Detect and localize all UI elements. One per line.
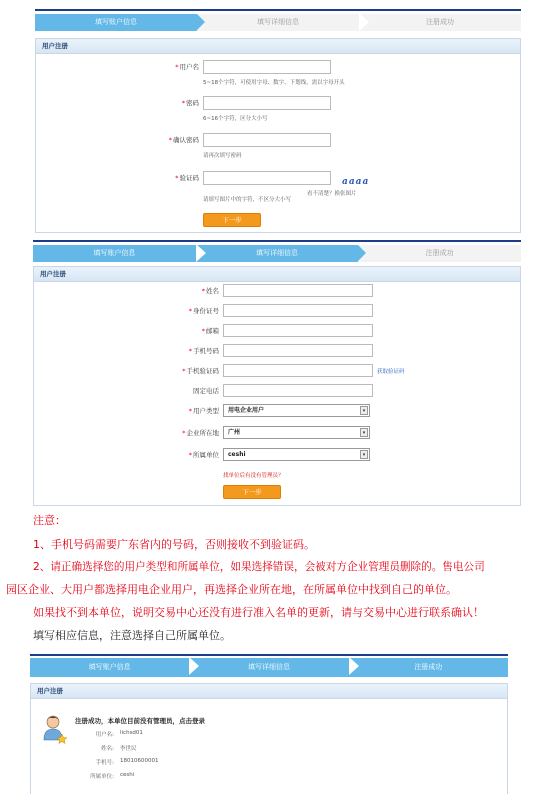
next-button[interactable]: 下一步 xyxy=(223,485,281,499)
phone-value: 18010600001 xyxy=(120,758,159,764)
form-header: 用户注册 xyxy=(34,267,520,282)
form-header: 用户注册 xyxy=(36,39,520,54)
unit-value: ceshi xyxy=(120,772,135,778)
captcha-image[interactable]: aaaa xyxy=(342,177,370,187)
username-hint: 5~18个字符，可使用字母、数字、下划线，需以字母开头 xyxy=(203,80,345,86)
landline-input[interactable] xyxy=(223,384,373,397)
notes-title: 注意： xyxy=(33,514,66,527)
id-number-input[interactable] xyxy=(223,304,373,317)
name-label: *姓名 xyxy=(201,287,219,295)
user-type-label: *用户类型 xyxy=(188,407,219,415)
step-bar xyxy=(33,245,521,262)
step-success: 注册成功 xyxy=(358,245,521,262)
top-rule xyxy=(35,9,521,11)
note-line-2a: 2、请正确选择您的用户类型和所属单位，如果选择错误，会被对方企业管理员删除的。售电公司 xyxy=(33,561,485,573)
step-bar xyxy=(30,658,508,677)
confirm-password-label: *确认密码 xyxy=(168,136,199,144)
user-type-select[interactable]: 用电企业用户 ▾ xyxy=(223,404,370,417)
name-key: 姓名: xyxy=(101,746,114,752)
registration-step2-panel xyxy=(33,240,521,506)
success-message: 注册成功，本单位目前没有管理员，点击登录 xyxy=(75,717,205,725)
name-value: 李世民 xyxy=(120,746,137,752)
form-header: 用户注册 xyxy=(31,684,507,699)
unit-key: 所属单位: xyxy=(90,774,114,780)
confirm-password-hint: 请再次填写密码 xyxy=(203,153,242,159)
chevron-down-icon: ▾ xyxy=(360,450,368,459)
username-label: *用户名 xyxy=(175,63,199,71)
username-value: lichsd01 xyxy=(120,730,143,736)
captcha-hint: 请填写图片中的字符，不区分大小写 xyxy=(203,197,292,203)
registration-success-panel xyxy=(30,654,508,794)
captcha-input[interactable] xyxy=(203,171,331,185)
step-success: 注册成功 xyxy=(349,658,508,677)
user-avatar-icon xyxy=(42,714,68,744)
next-button[interactable]: 下一步 xyxy=(203,213,261,227)
landline-label: 固定电话 xyxy=(193,387,219,395)
top-rule xyxy=(30,654,508,656)
step-detail-info: 填写详细信息 xyxy=(197,14,359,31)
step-account-info: 填写账户信息 xyxy=(30,658,189,677)
step-detail-info: 填写详细信息 xyxy=(189,658,348,677)
get-code-link[interactable]: 获取验证码 xyxy=(377,369,405,375)
registration-step1-panel xyxy=(35,9,521,233)
unit-select[interactable]: ceshi ▾ xyxy=(223,448,370,461)
region-select[interactable]: 广州 ▾ xyxy=(223,426,370,439)
password-input[interactable] xyxy=(203,96,331,110)
name-input[interactable] xyxy=(223,284,373,297)
confirm-password-input[interactable] xyxy=(203,133,331,147)
step-account-info: 填写账户信息 xyxy=(33,245,196,262)
email-input[interactable] xyxy=(223,324,373,337)
phone-input[interactable] xyxy=(223,344,373,357)
id-number-label: *身份证号 xyxy=(188,307,219,315)
chevron-down-icon: ▾ xyxy=(360,428,368,437)
phone-key: 手机号: xyxy=(95,760,114,766)
region-label: *企业所在地 xyxy=(182,429,219,437)
step-success: 注册成功 xyxy=(359,14,521,31)
note-line-2b: 园区企业、大用户都选择用电企业用户，再选择企业所在地，在所属单位中找到自己的单位。 xyxy=(6,583,457,596)
no-unit-admin-link[interactable]: 找单位后有没有管理员？ xyxy=(223,473,284,479)
phone-label: *手机号码 xyxy=(188,347,219,355)
password-label: *密码 xyxy=(181,99,199,107)
username-input[interactable] xyxy=(203,60,331,74)
note-line-4: 填写相应信息，注意选择自己所属单位。 xyxy=(33,629,231,642)
note-line-3: 如果找不到本单位，说明交易中心还没有进行准入名单的更新，请与交易中心进行联系确认！ xyxy=(33,606,484,619)
password-hint: 6~16个字符，区分大小写 xyxy=(203,116,268,122)
unit-label: *所属单位 xyxy=(188,451,219,459)
step-detail-info: 填写详细信息 xyxy=(196,245,359,262)
sms-code-input[interactable] xyxy=(223,364,373,377)
chevron-down-icon: ▾ xyxy=(360,406,368,415)
note-line-1: 1、手机号码需要广东省内的号码，否则接收不到验证码。 xyxy=(33,538,315,551)
step-bar xyxy=(35,14,521,31)
captcha-label: *验证码 xyxy=(175,174,199,182)
username-key: 用户名: xyxy=(95,732,114,738)
captcha-refresh-link[interactable]: 看不清楚？换张图片 xyxy=(307,191,357,197)
email-label: *邮箱 xyxy=(201,327,219,335)
sms-code-label: *手机验证码 xyxy=(182,367,219,375)
top-rule xyxy=(33,240,521,242)
step-account-info: 填写账户信息 xyxy=(35,14,197,31)
